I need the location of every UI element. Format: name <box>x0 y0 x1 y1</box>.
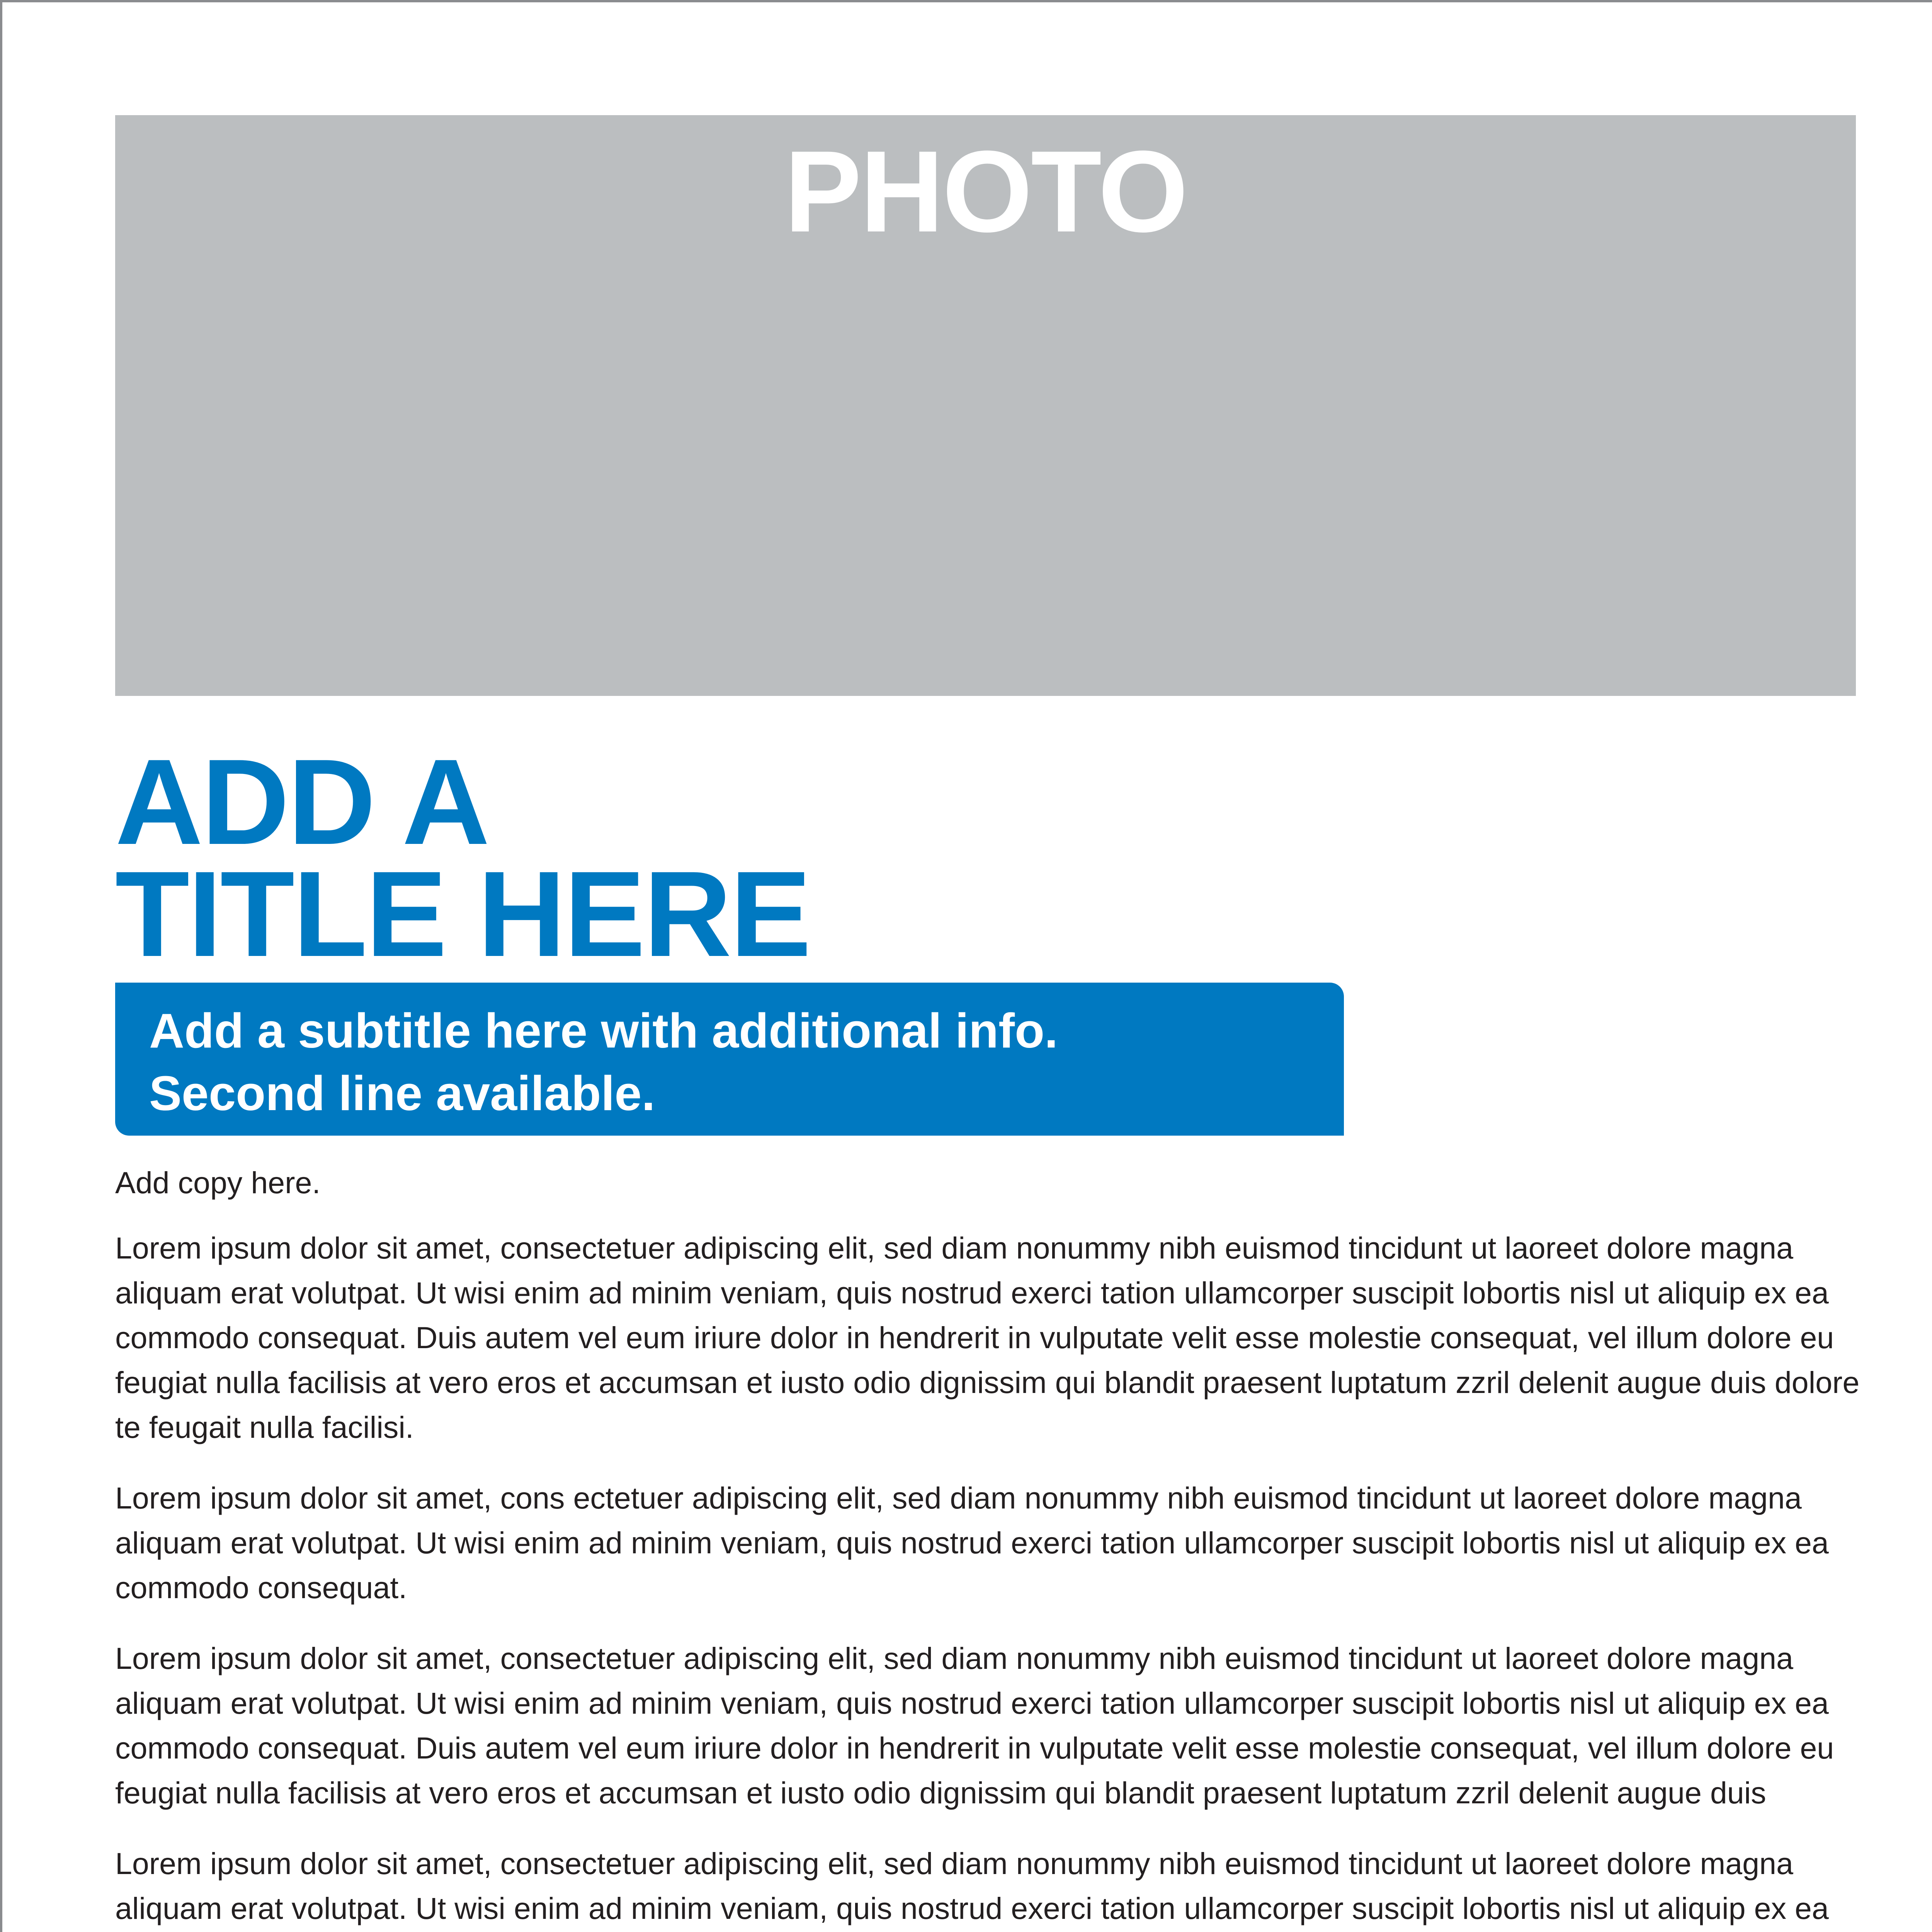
title-line: ADD A <box>115 734 488 870</box>
subtitle-line: Second line available. <box>149 1066 655 1121</box>
photo-placeholder <box>115 115 1856 696</box>
photo-label: PHOTO <box>784 126 1187 256</box>
page-title <box>115 734 1274 982</box>
title-line: TITLE HERE <box>115 846 810 982</box>
body-copy <box>115 1160 1873 1932</box>
copy-paragraph: Lorem ipsum dolor sit amet, cons ectetuer adipiscing elit, sed diam nonummy nibh euismod tincidunt ut laoreet dolore magna aliquam erat volutpat. Ut wisi enim ad minim veniam, quis nostrud exerci tation ullamcorper suscipit lobortis nisl ut aliquip ex ea commodo consequat. <box>115 1481 1829 1605</box>
copy-intro: Add copy here. <box>115 1165 321 1200</box>
subtitle-band <box>115 983 1344 1136</box>
copy-paragraph: Lorem ipsum dolor sit amet, consectetuer adipiscing elit, sed diam nonummy nibh euismod tincidunt ut laoreet dolore magna aliquam erat volutpat. Ut wisi enim ad minim veniam, quis nostrud exerci tation ullamcorper suscipit lobortis nisl ut aliquip ex ea commodo consequat. Duis autem vel eum iriure dolor in hendrerit in vulputate velit esse molestie consequat, vel illum dolore eu feugiat nulla facilisis at vero eros et accumsan et iusto odio dignissim qui blandit praesent luptatum zzril delenit augue duis dolore te feugait nulla facilisi. <box>115 1231 1860 1444</box>
copy-paragraph: Lorem ipsum dolor sit amet, consectetuer adipiscing elit, sed diam nonummy nibh euismod tincidunt ut laoreet dolore magna aliquam erat volutpat. Ut wisi enim ad minim veniam, quis nostrud exerci tation ullamcorper suscipit lobortis nisl ut aliquip ex ea <box>115 1846 1829 1925</box>
subtitle-line: Add a subtitle here with additional info. <box>149 1003 1058 1058</box>
copy-paragraph: Lorem ipsum dolor sit amet, consectetuer adipiscing elit, sed diam nonummy nibh euismod tincidunt ut laoreet dolore magna aliquam erat volutpat. Ut wisi enim ad minim veniam, quis nostrud exerci tation ullamcorper suscipit lobortis nisl ut aliquip ex ea commodo consequat. Duis autem vel eum iriure dolor in hendrerit in vulputate velit esse molestie consequat, vel illum dolore eu feugiat nulla facilisis at vero eros et accumsan et iusto odio dignissim qui blandit praesent luptatum zzril delenit augue duis <box>115 1641 1834 1810</box>
